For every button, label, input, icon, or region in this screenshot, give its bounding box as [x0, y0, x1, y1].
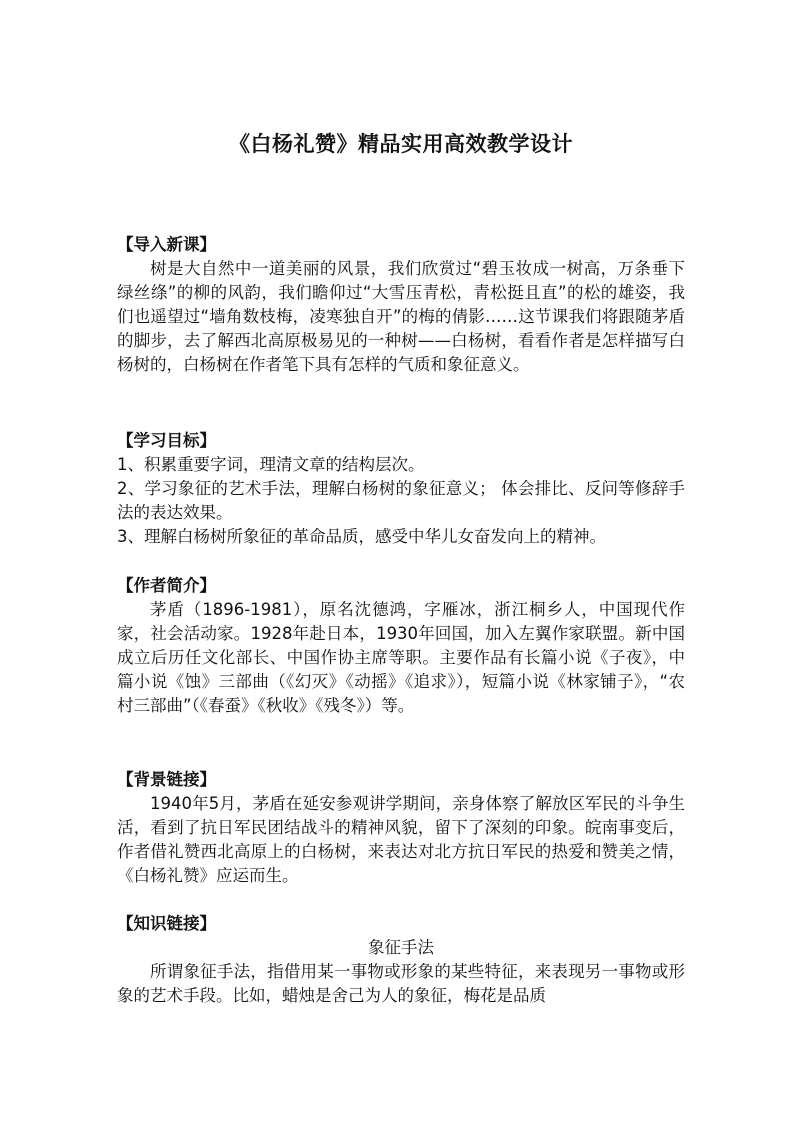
section-heading: 【背景链接】 [117, 770, 216, 789]
section-subtitle: 象征手法 [368, 938, 434, 957]
section-paragraph: 树是大自然中一道美丽的风景，我们欣赏过“碧玉妆成一树高，万条垂下绿丝绦”的柳的风韵，我们瞻仰过“大雪压青松，青松挺且直”的松的雄姿，我们也遥望过“墙角数枝梅，凌寒独自开”的梅的倩影……这节课我们将跟随茅盾的脚步，去了解西北高原极易见的一种树——白杨树，看看作者是怎样描写白杨树的，白杨树在作者笔下具有怎样的气质和象征意义。 [117, 259, 685, 374]
section-objectives [117, 429, 685, 549]
section-knowledge [117, 912, 685, 1008]
section-author [117, 574, 685, 718]
objective-item: 1、积累重要字词，理清文章的结构层次。 [117, 455, 425, 474]
objective-item: 2、学习象征的艺术手法，理解白杨树的象征意义； 体会排比、反问等修辞手法的表达效果。 [117, 479, 685, 522]
section-paragraph: 1940年5月，茅盾在延安参观讲学期间，亲身体察了解放区军民的斗争生活，看到了抗日军民团结战斗的精神风貌，留下了深刻的印象。皖南事变后，作者借礼赞西北高原上的白杨树，来表达对北方抗日军民的热爱和赞美之情，《白杨礼赞》应运而生。 [117, 794, 685, 885]
section-paragraph: 所谓象征手法，指借用某一事物或形象的某些特征，来表现另一事物或形象的艺术手段。比如，蜡烛是舍己为人的象征，梅花是品质 [117, 962, 685, 1005]
section-background [117, 768, 685, 888]
section-heading: 【学习目标】 [117, 431, 216, 450]
section-heading: 【导入新课】 [117, 235, 216, 254]
section-heading: 【作者简介】 [117, 576, 216, 595]
document-title: 《白杨礼赞》精品实用高效教学设计 [229, 132, 573, 156]
section-intro [117, 233, 685, 377]
objective-item: 3、理解白杨树所象征的革命品质，感受中华儿女奋发向上的精神。 [117, 527, 606, 546]
section-paragraph: 茅盾（1896-1981），原名沈德鸿，字雁冰，浙江桐乡人，中国现代作家，社会活动家。1928年赴日本，1930年回国，加入左翼作家联盟。新中国成立后历任文化部长、中国作协主席等职。主要作品有长篇小说《子夜》，中篇小说《蚀》三部曲（《幻灭》《动摇》《追求》），短篇小说《林家铺子》，“农村三部曲”（《春蚕》《秋收》《残冬》）等。 [117, 600, 685, 715]
section-heading: 【知识链接】 [117, 914, 216, 933]
